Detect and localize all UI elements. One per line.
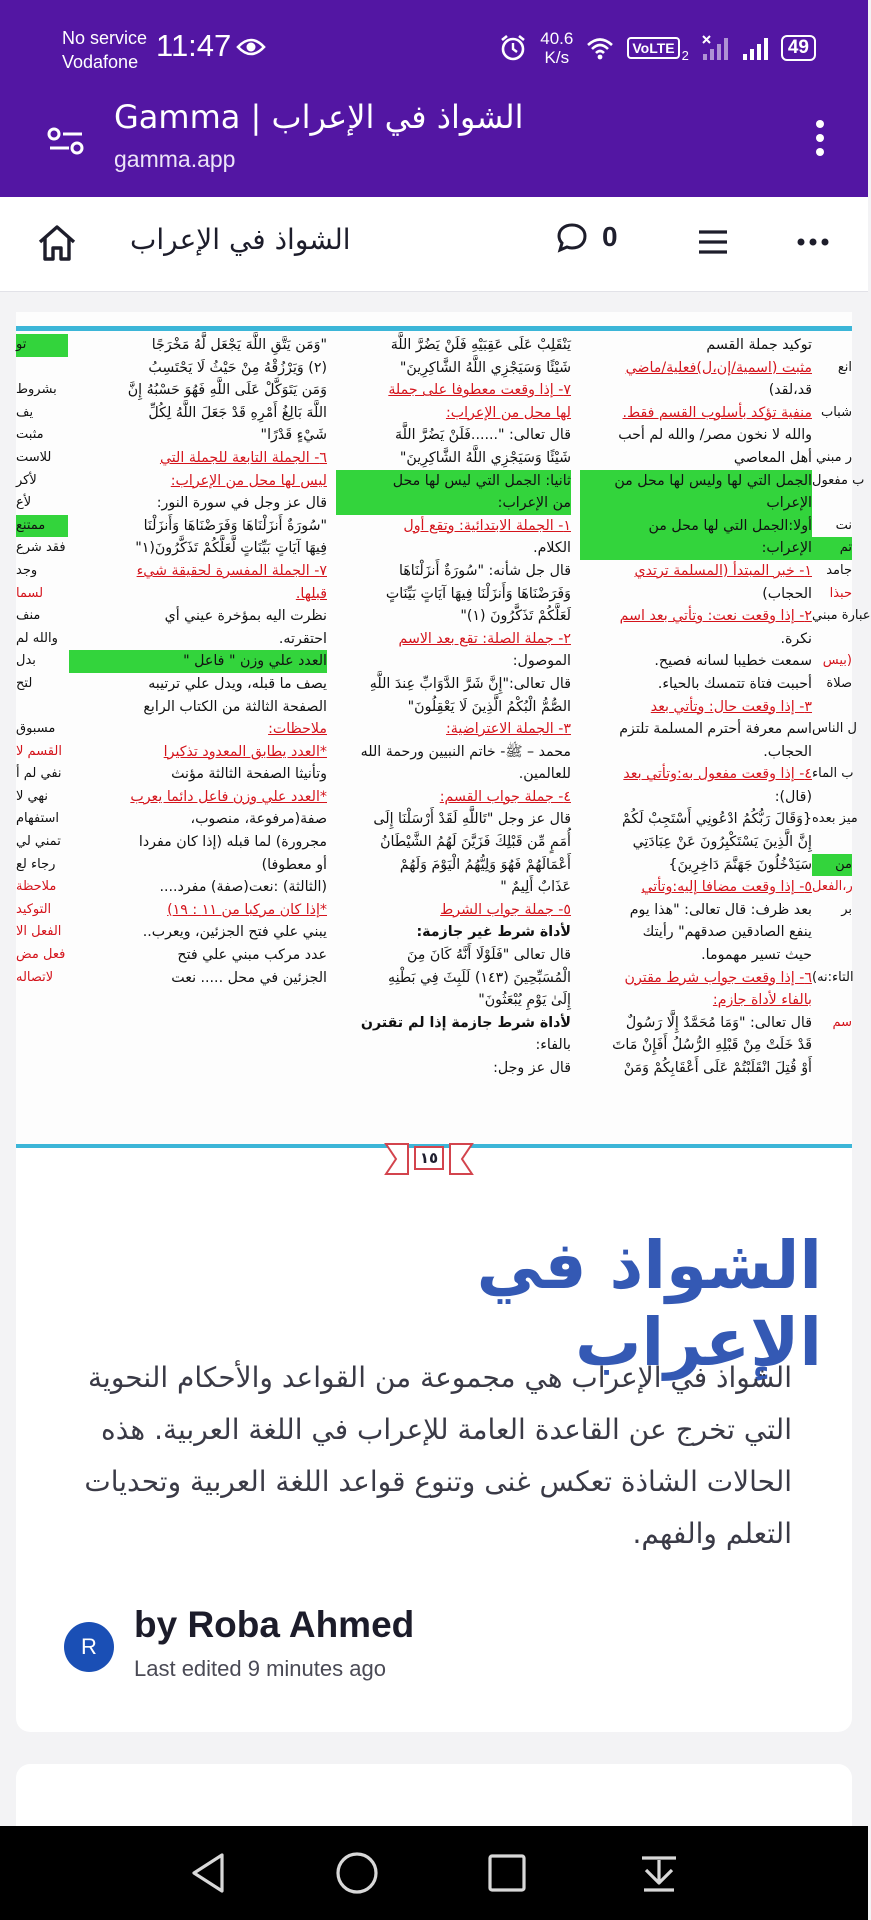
doc-line: احتقرته.: [278, 630, 327, 647]
doc-edge-fragment: للاست: [16, 449, 52, 465]
doc-line: قبلها.: [295, 585, 327, 602]
doc-line: *إذا كان مركبا من ١١ : ١٩): [167, 901, 327, 918]
doc-line: ٢- جملة الصلة: تقع بعد الاسم: [398, 630, 571, 647]
doc-edge-fragment: لاتصاله: [16, 969, 54, 985]
doc-line: ٣- إذا وقعت حال: وتأتي بعد: [650, 698, 812, 715]
comment-button[interactable]: [556, 221, 618, 253]
doc-edge-fragment: القسم لا: [16, 743, 62, 759]
doc-line: الْمُسَبِّحِينَ (١٤٣) لَلَبِثَ فِي بَطْنِهِ: [388, 969, 571, 986]
doc-line: ٧- إذا وقعت معطوفا على جملة: [388, 382, 571, 399]
doc-edge-fragment: نفي لم أ: [16, 766, 62, 782]
doc-line: لأداة شرط غير جازمة:: [416, 924, 571, 941]
back-icon[interactable]: [186, 1850, 232, 1896]
doc-line: لَعَلَّكُمْ تَذَكَّرُونَ (١)": [460, 608, 571, 625]
doc-edge-fragment: [812, 334, 852, 357]
doc-line: *العدد يطابق المعدود تذكيرا: [163, 743, 327, 760]
doc-line: ١- الجملة الابتدائية: وتقع أول: [403, 517, 571, 534]
doc-edge-fragment: ر،الفعل: [812, 879, 853, 895]
doc-line: حيث تسير مهموما.: [701, 947, 812, 964]
doc-line: ٧- الجملة المفسرة لحقيقة شيء: [136, 562, 327, 579]
doc-line: بالفاء:: [535, 1037, 571, 1054]
doc-line: "سُورَةٌ أَنزَلْنَاهَا وَفَرَضْنَاهَا وَأَنزَلْنَا: [143, 517, 327, 534]
doc-edge-fragment: ب الماء: [812, 766, 854, 782]
doc-edge-fragment: رجاء لع: [16, 856, 56, 872]
doc-edge-fragment: ل الناس: [812, 721, 857, 737]
doc-line: توكيد جملة القسم: [706, 337, 812, 353]
doc-line: العدد علي وزن " فاعل ": [69, 650, 327, 673]
hamburger-icon[interactable]: [696, 227, 730, 257]
doc-line: الإعراب: [580, 492, 812, 515]
doc-line: ٦- إذا وقعت جواب شرط مقترن: [624, 969, 812, 986]
doc-line: ٦- الجملة التابعة للجملة التي: [159, 449, 327, 466]
doc-line: مثبت (اسمية/إن،ل)فعلية/ماضي: [625, 359, 812, 376]
doc-edge-fragment: يف: [16, 404, 34, 420]
doc-edge-fragment: جامد: [826, 562, 852, 578]
eye-icon: [236, 36, 266, 58]
doc-edge-fragment: [16, 357, 68, 380]
doc-edge-fragment: [812, 831, 852, 854]
document-scan-image: [16, 312, 871, 1167]
doc-column-2: [336, 334, 571, 1134]
doc-edge-fragment: شباب: [820, 404, 852, 420]
doc-edge-fragment: [812, 921, 852, 944]
doc-edge-fragment: لسما: [16, 585, 44, 601]
ellipsis-icon[interactable]: [796, 227, 830, 257]
doc-edge-fragment: [812, 696, 852, 719]
doc-line: قد،لقد): [768, 382, 812, 399]
doc-line: أحببت فتاة تتمسك بالحياء.: [657, 675, 812, 692]
avatar[interactable]: R: [64, 1622, 114, 1672]
doc-line: اللَّهَ بَالِغُ أَمْرِهِ قَدْ جَعَلَ اللَّهُ لِكُلِّ: [148, 404, 327, 421]
doc-line: قال تعالى: "وَمَا مُحَمَّدٌ إِلَّا رَسُولٌ: [625, 1014, 812, 1031]
doc-line: ٥- إذا وقعت مضافا إليه:وتأتي: [641, 879, 812, 896]
doc-line: (الثالثة) :نعت(صفة) مفرد....: [159, 879, 327, 896]
doc-edge-right: [812, 334, 871, 1134]
doc-edge-fragment: تو: [16, 334, 68, 357]
alarm-icon: [498, 33, 528, 63]
doc-edge-fragment: استفهام: [16, 811, 60, 827]
doc-edge-fragment: لتح: [16, 675, 33, 691]
doc-line: قال تعالى "فَلَوْلَا أَنَّهُ كَانَ مِنَ: [406, 947, 571, 964]
battery-indicator: 49: [781, 35, 816, 61]
article-description: الشواذ في الإعراب هي مجموعة من القواعد والأحكام النحوية التي تخرج عن القاعدة العامة للإعراب في اللغة العربية. هذه الحالات الشاذة تعكس غنى وتنوع قواعد اللغة العربية وتحديات التعلم والفهم.: [84, 1361, 792, 1550]
doc-edge-fragment: [812, 989, 852, 1012]
doc-line: بعد ظرف: قال تعالى: "هذا يوم: [629, 901, 812, 918]
doc-line: منفية تؤكد بأسلوب القسم فقط.: [622, 404, 812, 421]
doc-line: نظرت اليه بمؤخرة عيني أي: [164, 608, 327, 625]
status-indicators: [498, 28, 816, 68]
doc-edge-fragment: [812, 944, 852, 967]
doc-line: ٣- الجملة الاعتراضية:: [446, 721, 571, 738]
doc-line: وتأنيثا الصفحة الثالثة مؤنث: [171, 766, 327, 783]
recents-icon[interactable]: [484, 1850, 530, 1896]
doc-edge-fragment: [812, 628, 852, 651]
article-heading-text: الشواذ في الإعراب: [476, 1227, 822, 1381]
doc-line: ينفع الصادقين صدقهم" رأيتك: [642, 924, 812, 941]
doc-edge-fragment: [812, 379, 852, 402]
sim-slot: 2: [681, 47, 689, 63]
doc-line: (قال):: [774, 788, 812, 805]
doc-line: ٢- إذا وقعت نعت: وتأتي بعد اسم: [619, 608, 812, 625]
doc-line: قال جل شأنه: "سُورَةٌ أَنزَلْنَاهَا: [399, 562, 571, 579]
doc-edge-fragment: [812, 424, 852, 447]
browser-title: Gamma | الشواذ في الإعراب: [114, 98, 524, 136]
doc-line: ٤- إذا وقعت مفعول به:وتأتي بعد: [623, 766, 812, 783]
doc-edge-fragment: مسبوق: [16, 721, 56, 737]
doc-edge-fragment: [16, 696, 68, 719]
doc-line: (٢) وَيَرْزُقْهُ مِنْ حَيْثُ لَا يَحْتَسِبُ: [148, 359, 327, 376]
doc-edge-fragment: (التاء:نه: [812, 969, 854, 985]
doc-edge-fragment: بيس): [822, 653, 852, 669]
doc-line: صفة(مرفوعة، منصوب،: [190, 811, 327, 828]
doc-line: لها محل من الإعراب:: [445, 404, 571, 421]
doc-line: وَفَرَضْنَاهَا وَأَنزَلْنَا فِيهَا آيَاتٍ بَيِّنَاتٍ: [385, 585, 571, 602]
doc-line: ٤- جملة جواب القسم:: [439, 788, 571, 805]
doc-line: ليس لها محل من الإعراب:: [170, 472, 327, 489]
doc-edge-fragment: الفعل الا: [16, 924, 62, 940]
doc-line: قَدْ خَلَتْ مِنْ قَبْلِهِ الرُّسُلُ أَفَإِنْ مَاتَ: [612, 1037, 812, 1054]
speed-unit: K/s: [544, 48, 570, 67]
doc-edge-fragment: بر: [841, 901, 852, 917]
doc-line: قال عز وجل:: [493, 1060, 571, 1076]
doc-line: للعالمين.: [518, 766, 571, 783]
doc-edge-fragment: سم: [832, 1014, 852, 1030]
doc-top-rule: [16, 326, 852, 331]
doc-edge-fragment: ميز بعده: [812, 811, 858, 827]
document-card: [16, 312, 871, 1732]
doc-line: إِلَىٰ يَوْمِ يُبْعَثُونَ": [478, 992, 571, 1009]
doc-line: "وَمَن يَتَّقِ اللَّهَ يَجْعَل لَّهُ مَخْرَجًا: [151, 337, 327, 353]
speed-value: 40.6: [540, 29, 574, 48]
doc-edge-fragment: تم: [812, 537, 852, 560]
doc-column-3: [69, 334, 327, 1134]
doc-line: يصف ما قبله، ويدل علي ترتيبه: [148, 675, 327, 692]
clock: 11:47: [156, 28, 232, 63]
doc-line: قال تعالى:"إِنَّ شَرَّ الدَّوَابِّ عِندَ اللَّهِ: [369, 675, 571, 692]
doc-line: الصُّمُّ الْبُكْمُ الَّذِينَ لَا يَعْقِلُونَ": [407, 698, 571, 715]
doc-line: سَيَدْخُلُونَ جَهَنَّمَ دَاخِرِينَ}: [668, 856, 812, 873]
doc-line: عدد مركب مبني علي فتح: [177, 947, 327, 964]
doc-edge-fragment: ب مفعول: [812, 472, 865, 488]
doc-line: أَعْمَالَهُمْ فَهُوَ وَلِيُّهُمُ الْيَوْمَ وَلَهُمْ: [399, 856, 571, 873]
doc-line: الحجاب.: [763, 743, 812, 760]
doc-edge-fragment: نت: [835, 517, 852, 533]
comment-count: 0: [602, 221, 618, 252]
doc-edge-fragment: حبذا: [829, 585, 852, 601]
doc-edge-fragment: لأع: [16, 495, 32, 511]
doc-line: ملاحظات:: [268, 721, 327, 738]
doc-line: شَيْئًا وَسَيَجْزِي اللَّهُ الشَّاكِرِينَ": [399, 449, 571, 466]
doc-line: يبني علي فتح الجزئين، ويعرب..: [142, 924, 327, 941]
browser-header: [0, 98, 868, 197]
doc-line: الجمل التي لها وليس لها محل من: [580, 470, 812, 493]
doc-edge-fragment: بشروط: [16, 382, 57, 398]
doc-line: الجزئين في محل ..... نعت: [171, 969, 327, 986]
doc-line: قال عز وجل "تَاللَّهِ لَقَدْ أَرْسَلْنَا إِلَى: [373, 811, 571, 828]
doc-edge-fragment: [812, 786, 852, 809]
doc-edge-fragment: [812, 741, 852, 764]
app-header: [0, 0, 868, 197]
doc-edge-fragment: من: [812, 854, 852, 877]
download-icon[interactable]: [636, 1850, 682, 1896]
doc-edge-fragment: ممتنع: [16, 515, 68, 538]
doc-line: نكرة.: [780, 630, 812, 647]
doc-line: {وَقَالَ رَبُّكُمُ ادْعُونِي أَسْتَجِبْ لَكُمْ: [621, 811, 812, 828]
doc-edge-fragment: وجد: [16, 562, 38, 578]
doc-line: *العدد علي وزن فاعل دائما يعرب: [130, 788, 327, 805]
doc-line: عَذَابٌ أَلِيمٌ ": [500, 879, 571, 896]
doc-line: أهل المعاصي: [733, 449, 812, 466]
doc-line: أو معطوفا): [261, 856, 327, 873]
doc-line: ٥- جملة جواب الشرط: [440, 901, 571, 918]
doc-line: شَيْءٍ قَدْرًا": [260, 427, 327, 444]
system-nav-bar: [0, 1826, 868, 1920]
author-name[interactable]: by Roba Ahmed: [134, 1604, 415, 1645]
browser-url: gamma.app: [114, 146, 236, 172]
doc-line: الموصول:: [512, 653, 571, 670]
menu-settings-icon[interactable]: [46, 120, 86, 160]
doc-line: اسم معرفة أحترم المسلمة تلتزم: [619, 721, 812, 738]
doc-edge-fragment: منف: [16, 608, 41, 624]
doc-line: شَيْئًا وَسَيَجْزِي اللَّهُ الشَّاكِرِينَ": [399, 359, 571, 376]
gamma-toolbar: [0, 197, 868, 292]
doc-edge-left: [16, 334, 68, 1134]
carrier-line2: Vodafone: [62, 52, 139, 72]
wifi-icon: [585, 35, 615, 61]
status-bar: [0, 0, 868, 98]
doc-line: فِيهَا آيَاتٍ بَيِّنَاتٍ لَّعَلَّكُمْ تَذَكَّرُونَ(١": [135, 540, 327, 557]
doc-line: ثانيا: الجمل التي ليس لها محل: [336, 470, 571, 493]
doc-line: الصفحة الثالثة من الكتاب الرابع: [143, 698, 327, 715]
doc-line: مجرورة) لما قبله (إذا كان مفردا: [138, 834, 327, 851]
network-speed: [540, 29, 573, 67]
doc-edge-fragment: عبارة مبني: [812, 608, 871, 624]
volte-badge: VoLTE: [627, 37, 679, 59]
doc-line: قال تعالى: "......فَلَنْ يَضُرَّ اللَّهَ: [394, 427, 571, 444]
doc-line: أُمَمٍ مِّن قَبْلِكَ فَزَيَّنَ لَهُمُ الشَّيْطَانُ: [380, 834, 571, 851]
doc-line: والله لا نخون مصر/ والله لم أحب: [618, 427, 812, 444]
home-circle-icon[interactable]: [334, 1850, 380, 1896]
doc-edge-fragment: مثبت: [16, 427, 44, 443]
doc-line: قال عز وجل في سورة النور:: [156, 495, 327, 512]
doc-edge-fragment: فقد شرع: [16, 540, 66, 556]
doc-line: الكلام.: [533, 540, 571, 557]
doc-edge-fragment: تمني لي: [16, 834, 61, 850]
doc-line: الحجاب): [762, 585, 812, 602]
signal-icon: [701, 34, 729, 62]
document-title: الشواذ في الإعراب: [130, 223, 351, 256]
doc-edge-fragment: التوكيد: [16, 901, 52, 917]
doc-edge-fragment: نهي لا: [16, 788, 48, 804]
comment-icon: [556, 221, 588, 253]
doc-edge-fragment: والله لم: [16, 630, 58, 646]
doc-line: لأداة شرط جازمة إذا لم تقترن: [360, 1014, 571, 1031]
home-icon[interactable]: [36, 222, 78, 264]
page-number: ١٥: [414, 1146, 444, 1170]
last-edited: Last edited 9 minutes ago: [134, 1656, 386, 1681]
doc-edge-fragment: [812, 492, 852, 515]
doc-line: إِنَّ الَّذِينَ يَسْتَكْبِرُونَ عَنْ عِبَادَتِي: [632, 834, 812, 851]
doc-line: الإعراب:: [580, 537, 812, 560]
doc-edge-fragment: بدل: [16, 653, 36, 669]
carrier-line1: No service: [62, 28, 148, 48]
signal-icon: [741, 34, 769, 62]
doc-edge-fragment: صلاة: [826, 675, 852, 691]
doc-line: أَوْ قُتِلَ انْقَلَبْتُمْ عَلَى أَعْقَابِكُمْ وَمَنْ: [623, 1060, 812, 1076]
doc-line: يَنْقَلِبْ عَلَى عَقِبَيْهِ فَلَنْ يَضُرَّ اللَّهَ: [390, 337, 571, 353]
doc-line: أولا:الجمل التي لها محل من: [580, 515, 812, 538]
doc-line: سمعت خطيبا لسانه فصيح.: [654, 653, 812, 670]
doc-line: وَمَن يَتَوَكَّلْ عَلَى اللَّهِ فَهُوَ حَسْبُهُ إِنَّ: [127, 382, 327, 399]
doc-edge-fragment: فعل مض: [16, 947, 66, 963]
doc-line: من الإعراب:: [336, 492, 571, 515]
doc-column-1: [580, 334, 812, 1134]
page-number-badge: [384, 1140, 474, 1178]
carrier-info: [62, 26, 147, 74]
doc-edge-fragment: ر مبني: [815, 449, 852, 465]
doc-edge-fragment: انع: [837, 359, 852, 375]
doc-columns: [16, 334, 871, 1134]
doc-line: بالفاء لأداة جازم:: [712, 992, 812, 1009]
doc-line: محمد – ﷺ- خاتم النبيين ورحمة الله: [360, 743, 571, 760]
doc-edge-fragment: لأكر: [16, 472, 37, 488]
more-vert-icon[interactable]: [810, 116, 830, 160]
doc-line: ١- خبر المبتدأ (المسلمة ترتدي: [634, 562, 812, 579]
doc-edge-fragment: ملاحظة: [16, 879, 57, 895]
